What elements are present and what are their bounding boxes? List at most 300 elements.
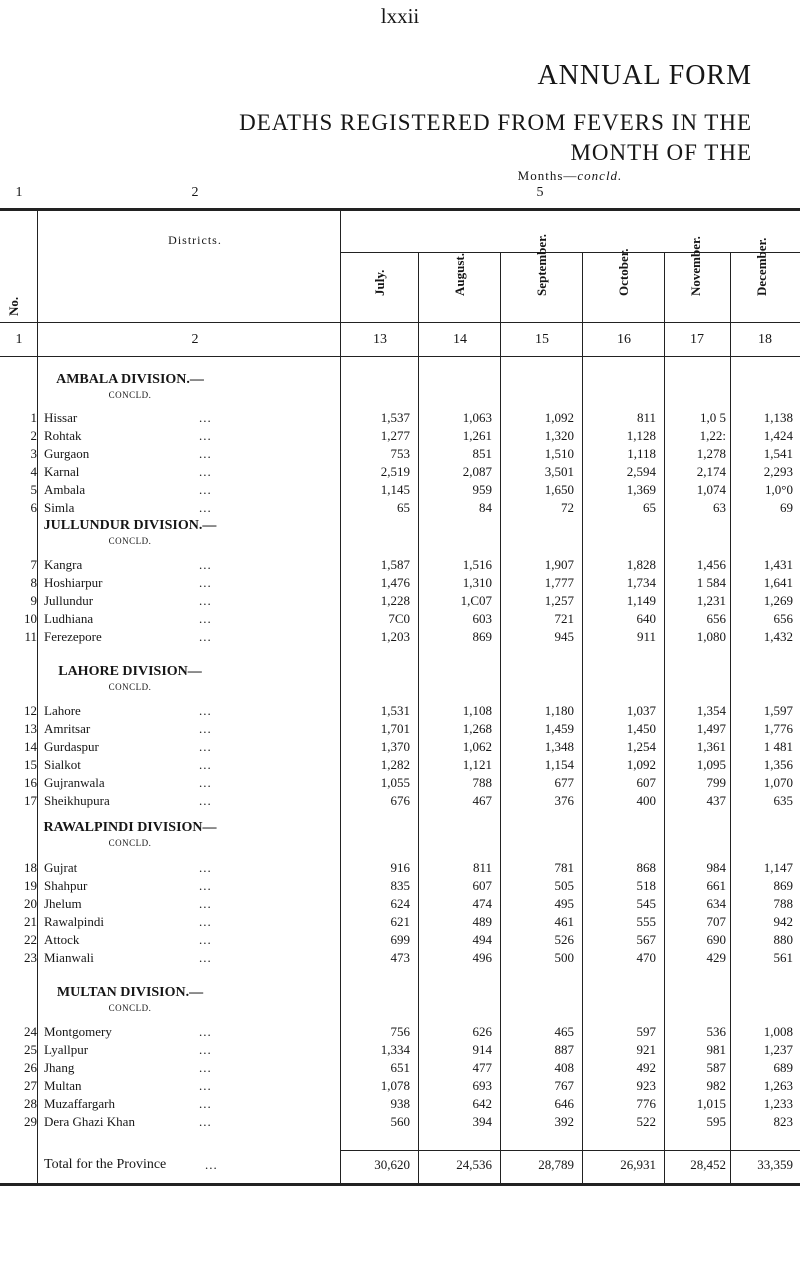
table-row bbox=[0, 410, 800, 428]
table-row bbox=[0, 575, 800, 593]
value-cell: 699 bbox=[390, 932, 410, 947]
district-cell bbox=[44, 793, 264, 809]
leader-dots: ... bbox=[199, 593, 212, 608]
row-number: 26 bbox=[24, 1060, 37, 1075]
value-cell: 1,108 bbox=[462, 703, 492, 718]
value-cell: 429 bbox=[706, 950, 726, 965]
table-row bbox=[0, 721, 800, 739]
value-cell: 1,070 bbox=[763, 775, 793, 790]
row-number: 20 bbox=[24, 896, 37, 911]
leader-dots: ... bbox=[199, 860, 212, 875]
value-cell: 1,320 bbox=[544, 428, 574, 443]
value-cell: 942 bbox=[773, 914, 793, 929]
leader-dots: ... bbox=[199, 1024, 212, 1039]
district-name: Ludhiana bbox=[44, 611, 94, 626]
value-cell: 788 bbox=[472, 775, 492, 790]
district-name: Shahpur bbox=[44, 878, 88, 893]
value-cell: 394 bbox=[472, 1114, 492, 1129]
row-number: 13 bbox=[24, 721, 37, 736]
value-cell: 63 bbox=[713, 500, 726, 515]
value-cell: 811 bbox=[472, 860, 492, 875]
district-cell bbox=[44, 1060, 264, 1076]
value-cell: 560 bbox=[390, 1114, 410, 1129]
total-value: 26,931 bbox=[620, 1157, 656, 1172]
table-row bbox=[0, 703, 800, 721]
value-cell: 595 bbox=[706, 1114, 726, 1129]
leader-dots: ... bbox=[199, 410, 212, 425]
value-cell: 1,278 bbox=[696, 446, 726, 461]
division-name: AMBALA DIVISION.— bbox=[56, 372, 204, 387]
value-cell: 400 bbox=[636, 793, 656, 808]
value-cell: 851 bbox=[472, 446, 492, 461]
colnum-2: 2 bbox=[191, 332, 199, 347]
value-cell: 621 bbox=[390, 914, 410, 929]
district-name: Jhelum bbox=[44, 896, 82, 911]
value-cell: 868 bbox=[636, 860, 656, 875]
value-cell: 7C0 bbox=[388, 611, 410, 626]
value-cell: 635 bbox=[773, 793, 793, 808]
value-cell: 84 bbox=[479, 500, 492, 515]
value-cell: 776 bbox=[636, 1096, 656, 1111]
value-cell: 3,501 bbox=[544, 464, 574, 479]
value-cell: 756 bbox=[390, 1024, 410, 1039]
colnum-16: 16 bbox=[617, 332, 631, 347]
division-name: LAHORE DIVISION— bbox=[58, 664, 202, 679]
value-cell: 461 bbox=[554, 914, 574, 929]
value-cell: 1,650 bbox=[544, 482, 574, 497]
total-value: 28,452 bbox=[690, 1157, 726, 1172]
table-row bbox=[0, 878, 800, 896]
total-rule bbox=[340, 1150, 800, 1151]
row-number: 2 bbox=[30, 428, 37, 443]
district-name: Rawalpindi bbox=[44, 914, 104, 929]
row-number: 27 bbox=[24, 1078, 37, 1093]
value-cell: 1,063 bbox=[462, 410, 492, 425]
table-row bbox=[0, 1096, 800, 1114]
row-number: 1 bbox=[30, 410, 37, 425]
value-cell: 1,080 bbox=[696, 629, 726, 644]
district-name: Hoshiarpur bbox=[44, 575, 103, 590]
value-cell: 489 bbox=[472, 914, 492, 929]
district-name: Multan bbox=[44, 1078, 82, 1093]
district-cell bbox=[44, 721, 264, 737]
value-cell: 1,118 bbox=[627, 446, 656, 461]
district-name: Jhang bbox=[44, 1060, 75, 1075]
table-row bbox=[0, 611, 800, 629]
leader-dots: ... bbox=[199, 1114, 212, 1129]
top-colnum-5: 5 bbox=[536, 185, 544, 200]
value-cell: 1,078 bbox=[380, 1078, 410, 1093]
row-number: 22 bbox=[24, 932, 37, 947]
leader-dots: ... bbox=[199, 914, 212, 929]
months-rule bbox=[340, 252, 800, 253]
leader-dots: ... bbox=[199, 1060, 212, 1075]
value-cell: 640 bbox=[636, 611, 656, 626]
value-cell: 1,015 bbox=[696, 1096, 726, 1111]
district-cell bbox=[44, 878, 264, 894]
value-cell: 518 bbox=[636, 878, 656, 893]
value-cell: 1,907 bbox=[544, 557, 574, 572]
table-row bbox=[0, 1114, 800, 1132]
table-row bbox=[0, 446, 800, 464]
total-value: 28,789 bbox=[538, 1157, 574, 1172]
division-name: MULTAN DIVISION.— bbox=[56, 985, 204, 1000]
value-cell: 1,037 bbox=[626, 703, 656, 718]
table-bottom-rule bbox=[0, 1183, 800, 1186]
district-cell bbox=[44, 482, 264, 498]
table-row bbox=[0, 629, 800, 647]
value-cell: 1,828 bbox=[626, 557, 656, 572]
district-cell bbox=[44, 1042, 264, 1058]
value-cell: 1,055 bbox=[380, 775, 410, 790]
value-cell: 642 bbox=[472, 1096, 492, 1111]
colnum-rule bbox=[0, 356, 800, 357]
district-cell bbox=[44, 410, 264, 426]
value-cell: 626 bbox=[472, 1024, 492, 1039]
value-cell: 921 bbox=[636, 1042, 656, 1057]
value-cell: 887 bbox=[554, 1042, 574, 1057]
value-cell: 1,008 bbox=[763, 1024, 793, 1039]
district-name: Lahore bbox=[44, 703, 81, 718]
value-cell: 2,519 bbox=[380, 464, 410, 479]
value-cell: 1,C07 bbox=[460, 593, 492, 608]
top-colnum-2: 2 bbox=[191, 185, 199, 200]
district-cell bbox=[44, 1078, 264, 1094]
value-cell: 689 bbox=[773, 1060, 793, 1075]
value-cell: 1,282 bbox=[380, 757, 410, 772]
leader-dots: ... bbox=[199, 629, 212, 644]
table-row bbox=[0, 1042, 800, 1060]
value-cell: 470 bbox=[636, 950, 656, 965]
district-cell bbox=[44, 896, 264, 912]
table-row bbox=[0, 428, 800, 446]
district-name: Gurgaon bbox=[44, 446, 90, 461]
value-cell: 1,121 bbox=[462, 757, 492, 772]
row-number: 12 bbox=[24, 703, 37, 718]
value-cell: 959 bbox=[472, 482, 492, 497]
row-number: 8 bbox=[30, 575, 37, 590]
value-cell: 1,537 bbox=[380, 410, 410, 425]
value-cell: 1,497 bbox=[696, 721, 726, 736]
value-cell: 1,228 bbox=[380, 593, 410, 608]
value-cell: 1,450 bbox=[626, 721, 656, 736]
value-cell: 467 bbox=[472, 793, 492, 808]
colnum-15: 15 bbox=[535, 332, 549, 347]
table-title-line1: DEATHS REGISTERED FROM FEVERS IN THE bbox=[239, 110, 752, 135]
total-value: 24,536 bbox=[456, 1157, 492, 1172]
leader-dots: ... bbox=[199, 482, 212, 497]
district-name: Dera Ghazi Khan bbox=[44, 1114, 135, 1129]
total-row bbox=[0, 1157, 800, 1175]
district-cell bbox=[44, 950, 264, 966]
table-row bbox=[0, 1024, 800, 1042]
value-cell: 1,074 bbox=[696, 482, 726, 497]
district-name: Karnal bbox=[44, 464, 80, 479]
value-cell: 408 bbox=[554, 1060, 574, 1075]
row-number: 7 bbox=[30, 557, 37, 572]
division-concld: CONCLD. bbox=[108, 682, 152, 692]
row-number: 5 bbox=[30, 482, 37, 497]
value-cell: 1,369 bbox=[626, 482, 656, 497]
row-number: 18 bbox=[24, 860, 37, 875]
value-cell: 1,587 bbox=[380, 557, 410, 572]
value-cell: 1,370 bbox=[380, 739, 410, 754]
value-cell: 494 bbox=[472, 932, 492, 947]
value-cell: 656 bbox=[706, 611, 726, 626]
district-cell bbox=[44, 446, 264, 462]
districts-heading: Districts. bbox=[168, 233, 222, 247]
value-cell: 65 bbox=[643, 500, 656, 515]
value-cell: 492 bbox=[636, 1060, 656, 1075]
table-row bbox=[0, 932, 800, 950]
district-cell bbox=[44, 629, 264, 645]
value-cell: 1,641 bbox=[763, 575, 793, 590]
total-value: 33,359 bbox=[757, 1157, 793, 1172]
value-cell: 788 bbox=[773, 896, 793, 911]
month-october: October. bbox=[616, 248, 631, 296]
value-cell: 914 bbox=[472, 1042, 492, 1057]
value-cell: 1,0 5 bbox=[700, 410, 726, 425]
division-heading bbox=[30, 985, 230, 1013]
district-name: Gujrat bbox=[44, 860, 78, 875]
value-cell: 1 481 bbox=[763, 739, 793, 754]
month-august: August. bbox=[452, 253, 467, 296]
value-cell: 522 bbox=[636, 1114, 656, 1129]
row-number: 15 bbox=[24, 757, 37, 772]
value-cell: 1,261 bbox=[462, 428, 492, 443]
table-row bbox=[0, 757, 800, 775]
table-row bbox=[0, 860, 800, 878]
table-row bbox=[0, 464, 800, 482]
value-cell: 1,476 bbox=[380, 575, 410, 590]
leader-dots: ... bbox=[199, 950, 212, 965]
months-label-concld: concld. bbox=[577, 168, 623, 183]
month-november: November. bbox=[688, 236, 703, 296]
district-name: Ferezepore bbox=[44, 629, 102, 644]
value-cell: 545 bbox=[636, 896, 656, 911]
district-cell bbox=[44, 557, 264, 573]
leader-dots: ... bbox=[199, 428, 212, 443]
value-cell: 1,424 bbox=[763, 428, 793, 443]
value-cell: 646 bbox=[554, 1096, 574, 1111]
division-concld: CONCLD. bbox=[108, 838, 152, 848]
value-cell: 69 bbox=[780, 500, 793, 515]
district-cell bbox=[44, 1024, 264, 1040]
value-cell: 676 bbox=[390, 793, 410, 808]
division-name: JULLUNDUR DIVISION.— bbox=[43, 518, 217, 533]
value-cell: 1,062 bbox=[462, 739, 492, 754]
months-heading bbox=[340, 168, 800, 184]
value-cell: 1,531 bbox=[380, 703, 410, 718]
table-row bbox=[0, 557, 800, 575]
district-name: Amritsar bbox=[44, 721, 91, 736]
table-row bbox=[0, 914, 800, 932]
value-cell: 1,431 bbox=[763, 557, 793, 572]
district-cell bbox=[44, 575, 264, 591]
value-cell: 811 bbox=[636, 410, 656, 425]
value-cell: 799 bbox=[706, 775, 726, 790]
value-cell: 938 bbox=[390, 1096, 410, 1111]
row-number: 6 bbox=[30, 500, 37, 515]
value-cell: 1,510 bbox=[544, 446, 574, 461]
value-cell: 1,092 bbox=[626, 757, 656, 772]
value-cell: 1,095 bbox=[696, 757, 726, 772]
district-cell bbox=[44, 611, 264, 627]
value-cell: 526 bbox=[554, 932, 574, 947]
leader-dots: ... bbox=[199, 932, 212, 947]
leader-dots: ... bbox=[199, 721, 212, 736]
division-concld: CONCLD. bbox=[108, 1003, 152, 1013]
value-cell: 1,597 bbox=[763, 703, 793, 718]
value-cell: 693 bbox=[472, 1078, 492, 1093]
value-cell: 677 bbox=[554, 775, 574, 790]
value-cell: 1,356 bbox=[763, 757, 793, 772]
page-number: lxxii bbox=[380, 4, 420, 28]
district-name: Rohtak bbox=[44, 428, 82, 443]
value-cell: 1,459 bbox=[544, 721, 574, 736]
months-label: Months— bbox=[517, 168, 578, 183]
leader-dots: ... bbox=[199, 896, 212, 911]
value-cell: 65 bbox=[397, 500, 410, 515]
value-cell: 1,268 bbox=[462, 721, 492, 736]
value-cell: 1,701 bbox=[380, 721, 410, 736]
leader-dots: ... bbox=[199, 500, 212, 515]
value-cell: 607 bbox=[472, 878, 492, 893]
value-cell: 981 bbox=[706, 1042, 726, 1057]
district-cell bbox=[44, 739, 264, 755]
value-cell: 1,432 bbox=[763, 629, 793, 644]
value-cell: 1,138 bbox=[763, 410, 793, 425]
colnum-14: 14 bbox=[453, 332, 467, 347]
value-cell: 651 bbox=[390, 1060, 410, 1075]
value-cell: 2,293 bbox=[763, 464, 793, 479]
month-july: July. bbox=[372, 269, 387, 296]
table-row bbox=[0, 482, 800, 500]
leader-dots: ... bbox=[199, 1096, 212, 1111]
row-number: 10 bbox=[24, 611, 37, 626]
district-name: Gurdaspur bbox=[44, 739, 99, 754]
division-heading bbox=[30, 820, 230, 848]
value-cell: 1,541 bbox=[763, 446, 793, 461]
leader-dots: ... bbox=[199, 446, 212, 461]
value-cell: 1,128 bbox=[626, 428, 656, 443]
row-number: 29 bbox=[24, 1114, 37, 1129]
value-cell: 496 bbox=[472, 950, 492, 965]
division-concld: CONCLD. bbox=[108, 536, 152, 546]
value-cell: 1,22: bbox=[699, 428, 726, 443]
row-number: 14 bbox=[24, 739, 37, 754]
row-number: 9 bbox=[30, 593, 37, 608]
table-row bbox=[0, 739, 800, 757]
month-september: September. bbox=[534, 234, 549, 296]
value-cell: 690 bbox=[706, 932, 726, 947]
row-number: 3 bbox=[30, 446, 37, 461]
district-cell bbox=[44, 1114, 264, 1130]
colnum-13: 13 bbox=[373, 332, 387, 347]
value-cell: 911 bbox=[636, 629, 656, 644]
total-label: Total for the Province bbox=[44, 1157, 167, 1172]
district-name: Kangra bbox=[44, 557, 83, 572]
value-cell: 536 bbox=[706, 1024, 726, 1039]
district-name: Sialkot bbox=[44, 757, 81, 772]
no-heading: No. bbox=[6, 296, 21, 316]
leader-dots: ... bbox=[199, 575, 212, 590]
header-rule bbox=[0, 322, 800, 323]
value-cell: 1,180 bbox=[544, 703, 574, 718]
row-number: 24 bbox=[24, 1024, 37, 1039]
row-number: 28 bbox=[24, 1096, 37, 1111]
value-cell: 1,145 bbox=[380, 482, 410, 497]
district-cell bbox=[44, 500, 264, 516]
value-cell: 1,0°0 bbox=[765, 482, 793, 497]
district-cell bbox=[44, 1096, 264, 1112]
value-cell: 835 bbox=[390, 878, 410, 893]
table-title-line2: MONTH OF THE bbox=[570, 140, 752, 165]
value-cell: 1 584 bbox=[696, 575, 726, 590]
value-cell: 1,092 bbox=[544, 410, 574, 425]
value-cell: 1,516 bbox=[462, 557, 492, 572]
leader-dots: ... bbox=[199, 775, 212, 790]
value-cell: 607 bbox=[636, 775, 656, 790]
row-number: 23 bbox=[24, 950, 37, 965]
district-name: Muzaffargarh bbox=[44, 1096, 115, 1111]
table-row bbox=[0, 793, 800, 811]
district-name: Mianwali bbox=[44, 950, 94, 965]
table-row bbox=[0, 950, 800, 968]
district-name: Sheikhupura bbox=[44, 793, 110, 808]
value-cell: 923 bbox=[636, 1078, 656, 1093]
row-number: 19 bbox=[24, 878, 37, 893]
leader-dots: ... bbox=[199, 557, 212, 572]
colnum-17: 17 bbox=[690, 332, 704, 347]
row-number: 11 bbox=[24, 629, 37, 644]
value-cell: 984 bbox=[706, 860, 726, 875]
value-cell: 477 bbox=[472, 1060, 492, 1075]
district-name: Montgomery bbox=[44, 1024, 112, 1039]
value-cell: 624 bbox=[390, 896, 410, 911]
district-name: Gujranwala bbox=[44, 775, 105, 790]
value-cell: 1,149 bbox=[626, 593, 656, 608]
division-heading bbox=[30, 518, 230, 546]
value-cell: 392 bbox=[554, 1114, 574, 1129]
value-cell: 767 bbox=[554, 1078, 574, 1093]
row-number: 21 bbox=[24, 914, 37, 929]
row-number: 25 bbox=[24, 1042, 37, 1057]
top-colnum-1: 1 bbox=[15, 185, 23, 200]
value-cell: 500 bbox=[554, 950, 574, 965]
district-cell bbox=[44, 464, 264, 480]
table-row bbox=[0, 775, 800, 793]
leader-dots: ... bbox=[199, 793, 212, 808]
leader-dots: ... bbox=[199, 739, 212, 754]
row-number: 17 bbox=[24, 793, 37, 808]
division-heading bbox=[30, 372, 230, 400]
value-cell: 1,233 bbox=[763, 1096, 793, 1111]
division-name: RAWALPINDI DIVISION— bbox=[43, 820, 217, 835]
value-cell: 495 bbox=[554, 896, 574, 911]
value-cell: 587 bbox=[706, 1060, 726, 1075]
colnum-18: 18 bbox=[758, 332, 772, 347]
value-cell: 1,154 bbox=[544, 757, 574, 772]
value-cell: 1,348 bbox=[544, 739, 574, 754]
leader-dots: ... bbox=[199, 464, 212, 479]
value-cell: 656 bbox=[773, 611, 793, 626]
district-cell bbox=[44, 428, 264, 444]
district-name: Ambala bbox=[44, 482, 86, 497]
value-cell: 1,254 bbox=[626, 739, 656, 754]
total-value: 30,620 bbox=[374, 1157, 410, 1172]
value-cell: 1,263 bbox=[763, 1078, 793, 1093]
